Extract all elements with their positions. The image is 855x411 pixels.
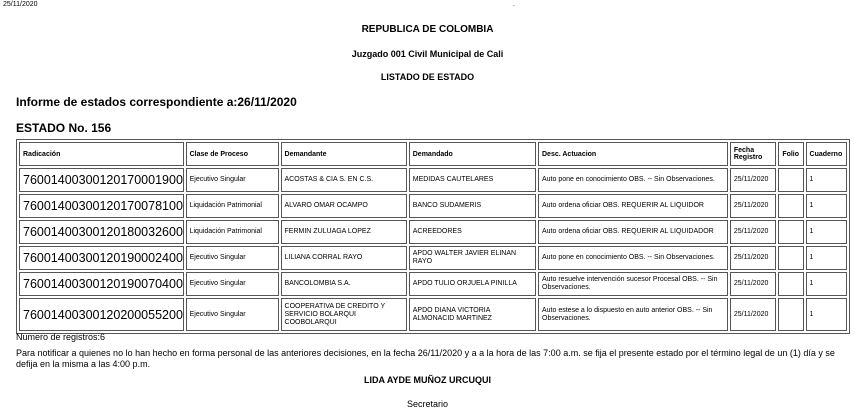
- cell-fecha: 25/11/2020: [730, 220, 776, 244]
- cell-cuaderno: 1: [806, 272, 847, 296]
- table-row: [19, 272, 847, 296]
- cell-fecha: 25/11/2020: [730, 194, 776, 218]
- cell-folio: [778, 220, 803, 244]
- col-header-cuaderno: Cuaderno: [806, 142, 847, 166]
- print-date: 25/11/2020: [3, 1, 38, 8]
- cell-demandado: ACREEDORES: [409, 220, 536, 244]
- table-row: [19, 298, 847, 331]
- cell-desc: Auto estese a lo dispuesto en auto anterior OBS. -- Sin Observaciones.: [538, 298, 728, 331]
- cell-fecha: 25/11/2020: [730, 168, 776, 192]
- cell-desc: Auto resuelve intervención sucesor Procesal OBS. -- Sin Observaciones.: [538, 272, 728, 296]
- table-header-row: [19, 142, 847, 166]
- cell-clase: Ejecutivo Singular: [186, 272, 279, 296]
- col-header-demandado: Demandado: [409, 142, 536, 166]
- cell-clase: Ejecutivo Singular: [186, 168, 279, 192]
- informe-title: Informe de estados correspondiente a:26/11/2020: [16, 95, 297, 109]
- cell-demandado: APDO DIANA VICTORIA ALMONACID MARTINEZ: [409, 298, 536, 331]
- col-header-folio: Folio: [778, 142, 803, 166]
- cell-radicacion: 76001400300120180032600: [19, 220, 184, 244]
- col-header-demandante: Demandante: [281, 142, 407, 166]
- cell-radicacion: 76001400300120190070400: [19, 272, 184, 296]
- cell-desc: Auto pone en conocimiento OBS. -- Sin Observaciones.: [538, 246, 728, 270]
- cell-demandante: ACOSTAS & CIA S. EN C.S.: [281, 168, 407, 192]
- list-title: LISTADO DE ESTADO: [380, 72, 475, 82]
- cell-clase: Ejecutivo Singular: [186, 298, 279, 331]
- cell-folio: [778, 168, 803, 192]
- estado-number: ESTADO No. 156: [16, 121, 112, 135]
- cell-folio: [778, 194, 803, 218]
- cell-radicacion: 76001400300120170001900: [19, 168, 184, 192]
- table-row: [19, 220, 847, 244]
- signer-name: LIDA AYDE MUÑOZ URCUQUI: [363, 375, 491, 385]
- cell-demandante: LILIANA CORRAL RAYO: [281, 246, 407, 270]
- cell-fecha: 25/11/2020: [730, 298, 776, 331]
- cell-demandado: APDO TULIO ORJUELA PINILLA: [409, 272, 536, 296]
- col-header-desc: Desc. Actuacion: [538, 142, 728, 166]
- cell-desc: Auto ordena oficiar OBS. REQUERIR AL LIQUIDOR: [538, 194, 728, 218]
- cell-demandado: APDO WALTER JAVIER ELINAN RAYO: [409, 246, 536, 270]
- cell-cuaderno: 1: [806, 246, 847, 270]
- col-header-fecha: Fecha Registro: [730, 142, 776, 166]
- cell-demandante: BANCOLOMBIA S.A.: [281, 272, 407, 296]
- cell-cuaderno: 1: [806, 168, 847, 192]
- cell-demandante: ALVARO OMAR OCAMPO: [281, 194, 407, 218]
- notification-text: Para notificar a quienes no lo han hecho en forma personal de las anteriores decisiones, en la fecha 26/11/2020 y a a la hora de las 7:00 a.m. se fija el presente estado por el término legal de un (1) día y se defija en la misma a las 4:00 p.m.: [16, 348, 835, 369]
- cell-cuaderno: 1: [806, 194, 847, 218]
- cell-demandado: MEDIDAS CAUTELARES: [409, 168, 536, 192]
- cell-clase: Liquidación Patrimonial: [186, 194, 279, 218]
- cell-cuaderno: 1: [806, 298, 847, 331]
- estado-table: [16, 139, 850, 334]
- cell-desc: Auto pone en conocimiento OBS. -- Sin Observaciones.: [538, 168, 728, 192]
- cell-demandado: BANCO SUDAMERIS: [409, 194, 536, 218]
- col-header-clase: Clase de Proceso: [186, 142, 279, 166]
- header-dot: .: [513, 1, 515, 8]
- cell-desc: Auto ordena oficiar OBS. REQUERIR AL LIQUIDADOR: [538, 220, 728, 244]
- country-title: REPUBLICA DE COLOMBIA: [361, 24, 494, 35]
- cell-fecha: 25/11/2020: [730, 246, 776, 270]
- cell-demandante: COOPERATIVA DE CREDITO Y SERVICIO BOLARQUI COOBOLARQUI: [281, 298, 407, 331]
- record-count: Numero de registros:6: [16, 332, 106, 342]
- court-name: Juzgado 001 Civil Municipal de Cali: [351, 49, 504, 59]
- table-row: [19, 168, 847, 192]
- cell-cuaderno: 1: [806, 220, 847, 244]
- cell-clase: Ejecutivo Singular: [186, 246, 279, 270]
- cell-clase: Liquidación Patrimonial: [186, 220, 279, 244]
- col-header-radicacion: Radicación: [19, 142, 184, 166]
- table-row: [19, 194, 847, 218]
- cell-folio: [778, 246, 803, 270]
- cell-radicacion: 76001400300120200055200: [19, 298, 184, 331]
- cell-folio: [778, 272, 803, 296]
- cell-radicacion: 76001400300120170078100: [19, 194, 184, 218]
- table-row: [19, 246, 847, 270]
- cell-folio: [778, 298, 803, 331]
- signer-role: Secretario: [406, 399, 449, 409]
- cell-radicacion: 76001400300120190002400: [19, 246, 184, 270]
- cell-demandante: FERMIN ZULUAGA LOPEZ: [281, 220, 407, 244]
- cell-fecha: 25/11/2020: [730, 272, 776, 296]
